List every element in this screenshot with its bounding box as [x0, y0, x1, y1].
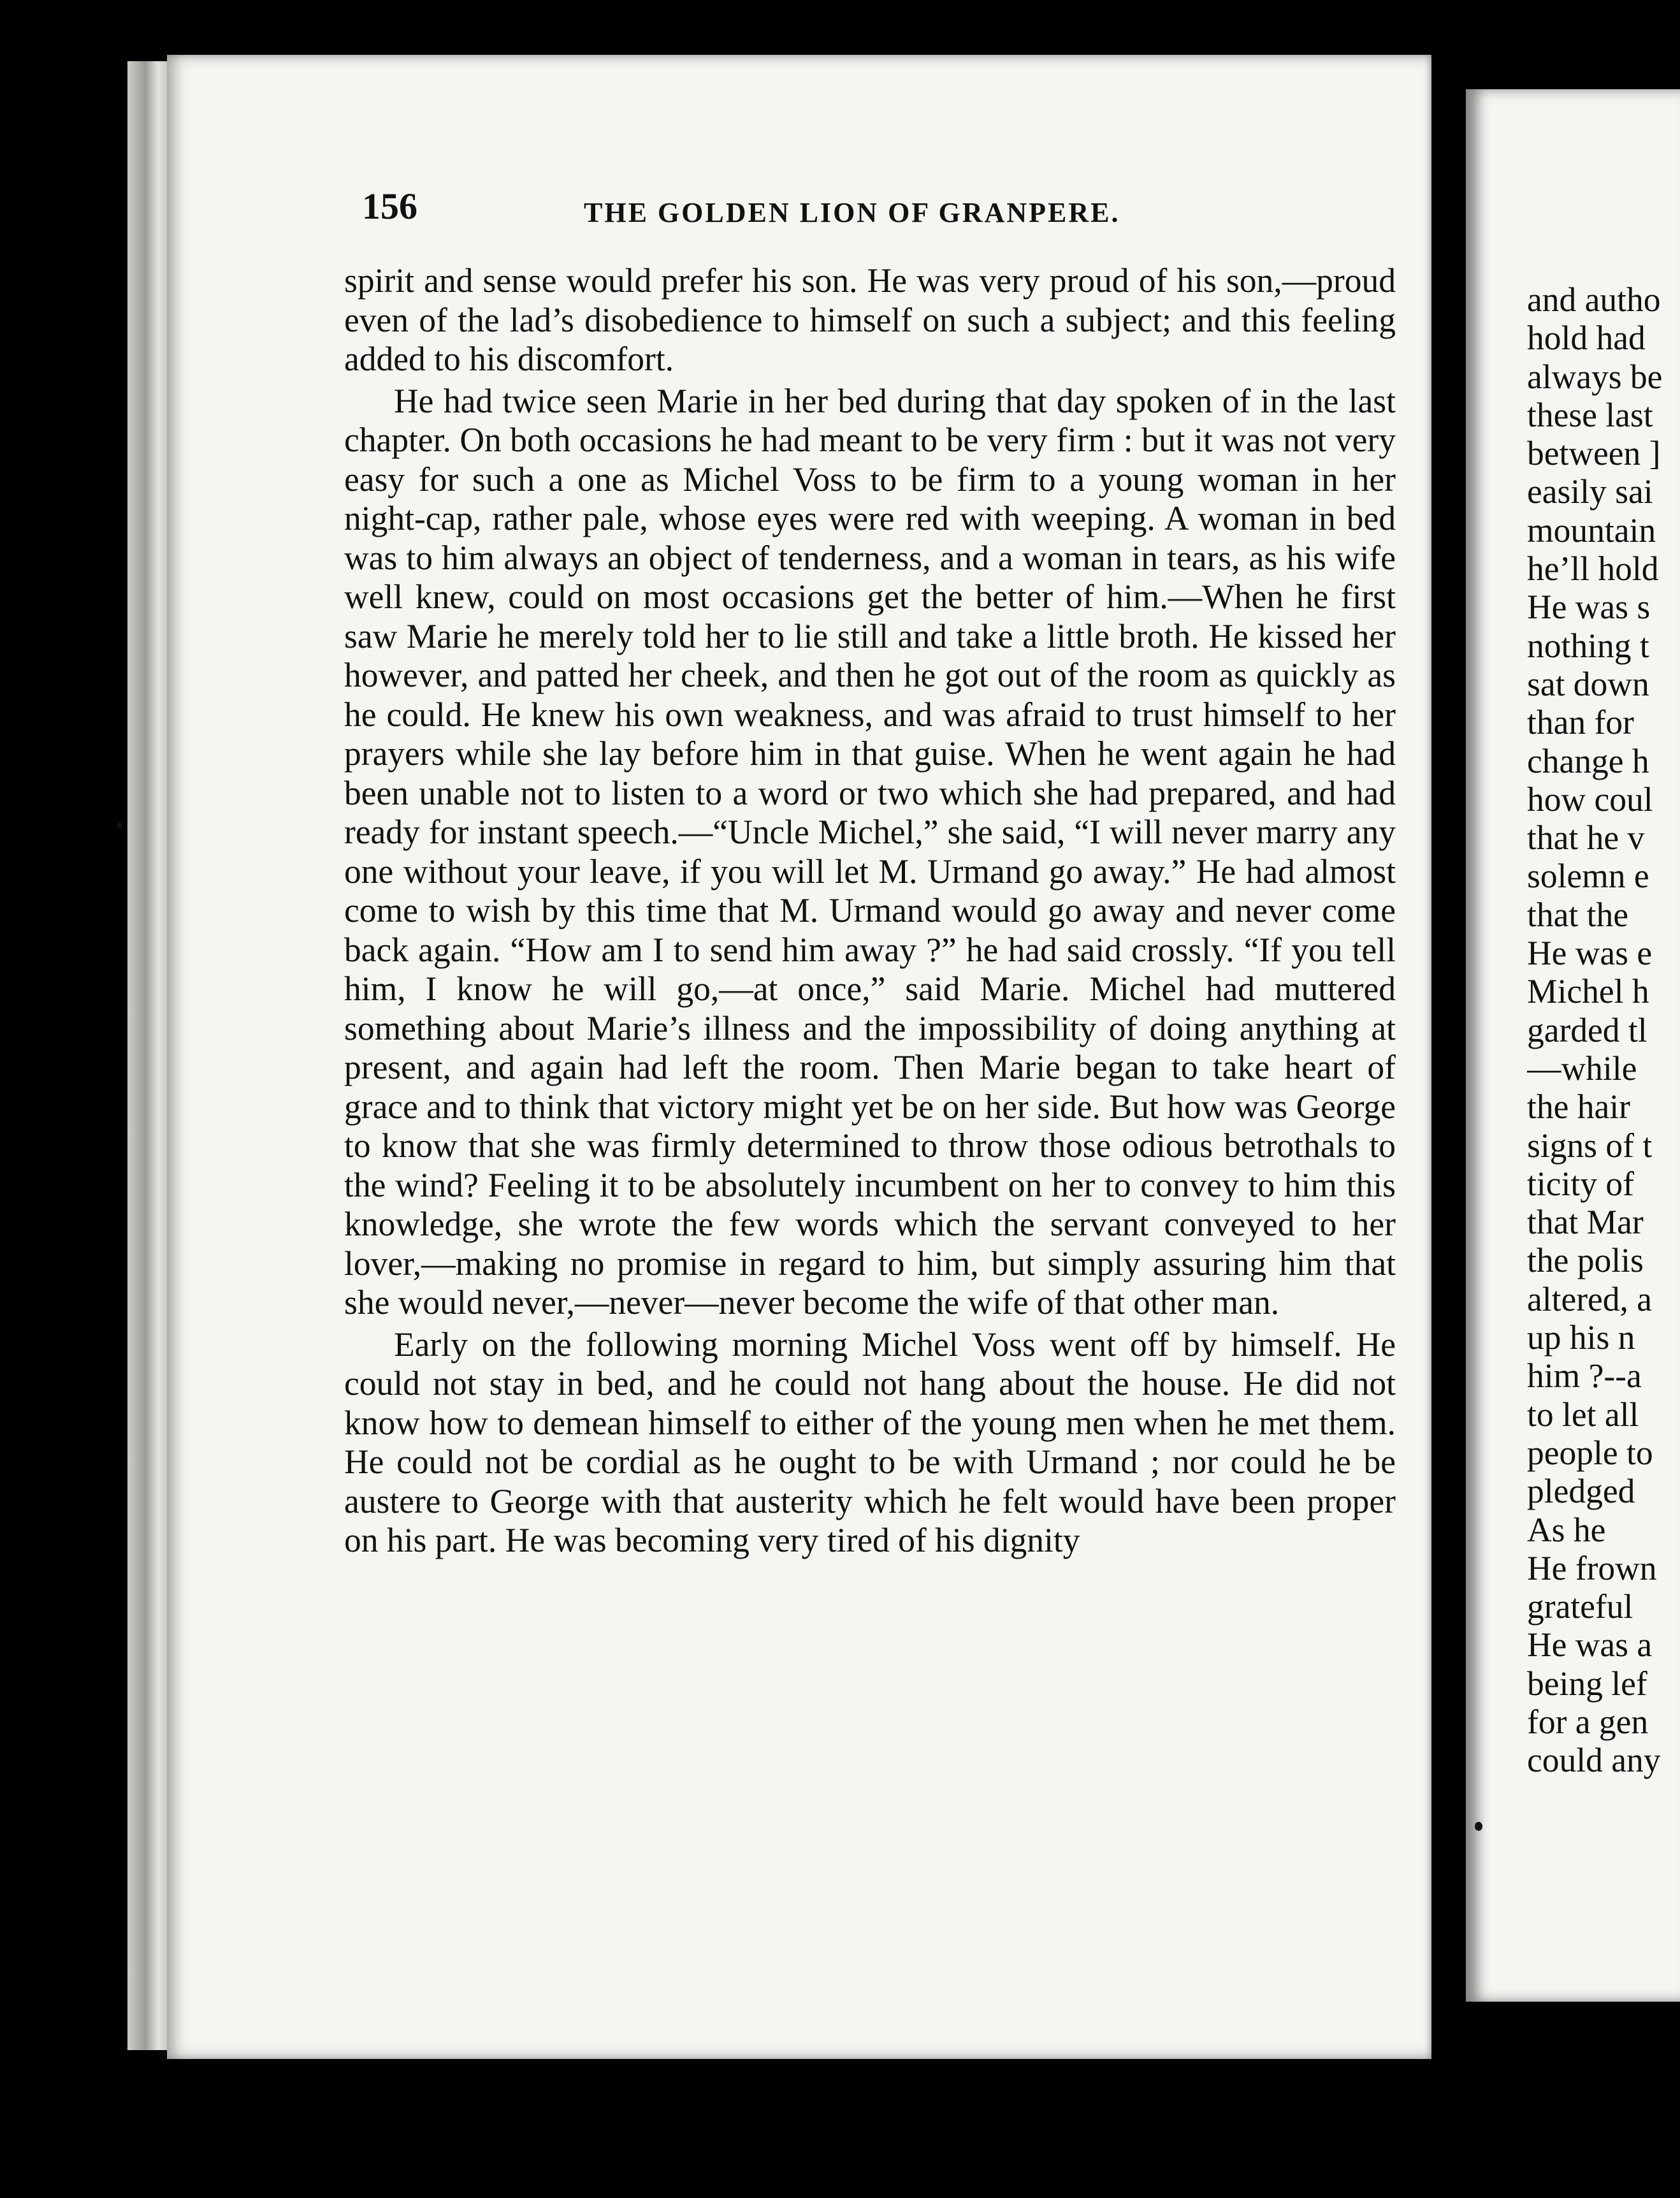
- facing-page-text: [1527, 280, 1680, 1780]
- facing-page-line: he’ll hold: [1527, 550, 1659, 588]
- facing-page-line: garded tl: [1527, 1010, 1647, 1049]
- facing-page-line: sat down: [1527, 664, 1649, 703]
- facing-page-line: people to: [1527, 1433, 1653, 1472]
- facing-page-line: the polis: [1527, 1241, 1644, 1280]
- facing-page-line: between ]: [1527, 434, 1661, 473]
- facing-page-line: to let all: [1527, 1395, 1639, 1434]
- facing-page-line: him ?--a: [1527, 1357, 1642, 1395]
- scan-speck: [117, 822, 122, 829]
- facing-page-line: and autho: [1527, 280, 1661, 319]
- facing-page-line: pledged: [1527, 1472, 1635, 1511]
- facing-page-line: He was e: [1527, 934, 1653, 973]
- facing-page-line: easily sai: [1527, 472, 1653, 511]
- facing-page-line: hold had: [1527, 319, 1646, 358]
- facing-page-line: that Mar: [1527, 1203, 1644, 1242]
- facing-page-line: signs of t: [1527, 1126, 1653, 1165]
- facing-page-line: these last: [1527, 395, 1653, 434]
- facing-page-line: always be: [1527, 357, 1663, 396]
- facing-page-line: being lef: [1527, 1664, 1647, 1703]
- facing-page-line: how coul: [1527, 780, 1653, 819]
- facing-page-line: mountain: [1527, 511, 1656, 550]
- facing-page-line: grateful: [1527, 1587, 1633, 1626]
- facing-page-line: solemn e: [1527, 857, 1649, 896]
- facing-page-line: up his n: [1527, 1318, 1635, 1357]
- facing-page-line: for a gen: [1527, 1702, 1649, 1741]
- paragraph: He had twice seen Marie in her bed during that day spoken of in the last chapter. On both occasions he had meant to be very firm : but it was not very easy for such a one as Michel Voss to be firm to a young woman in her night-cap, rather pale, whose eyes were red with weeping. A woman in bed was to him always an object of tenderness, and a woman in tears, as his wife well knew, could on most occasions get the better of him.—When he first saw Marie he merely told her to lie still and take a little broth. He kissed her however, and patted her cheek, and then he got out of the room as quickly as he could. He knew his own weakness, and was afraid to trust himself to her prayers while she lay before him in that guise. When he went again he had been unable not to listen to a word or two which she had prepared, and had ready for instant speech.—“Uncle Michel,” she said, “I will never marry any one without your leave, if you will let M. Urmand go away.” He had almost come to wish by this time that M. Urmand would go away and never come back again. “How am I to send him away ?” he had said crossly. “If you tell him, I know he will go,—at once,” said Marie. Michel had muttered something about Marie’s illness and the impossibility of doing anything at present, and again had left the room. Then Marie began to take heart of grace and to think that victory might yet be on her side. But how was George to know that she was firmly determined to throw those odious betrothals to the wind? Feeling it to be absolutely incumbent on her to convey to him this knowledge, she wrote the few words which the servant conveyed to her lover,—making no promise in regard to him, but simply assuring him that she would never,—never—never become the wife of that other man.: [344, 381, 1396, 1321]
- facing-page-line: that he v: [1527, 819, 1645, 857]
- facing-page-line: change h: [1527, 741, 1649, 780]
- facing-page-line: could any: [1527, 1741, 1661, 1780]
- body-text: [344, 261, 1396, 1561]
- facing-page-line: He was s: [1527, 588, 1651, 627]
- scan-speck: [1475, 1822, 1482, 1831]
- facing-page-line: —while: [1527, 1049, 1637, 1088]
- facing-page-line: than for: [1527, 703, 1634, 742]
- facing-page-line: that the: [1527, 895, 1628, 934]
- page-header: [362, 186, 1388, 228]
- paragraph: Early on the following morning Michel Voss went off by himself. He could not stay in bed, and he could not hang about the house. He did not know how to demean himself to either of the young men when he met them. He could not be cordial as he ought to be with Urmand ; nor could he be austere to George with that austerity which he felt would have been proper on his part. He was becoming very tired of his dignity: [344, 1325, 1396, 1559]
- facing-page-line: altered, a: [1527, 1279, 1653, 1318]
- facing-page-line: Michel h: [1527, 972, 1649, 1011]
- facing-page-line: the hair: [1527, 1088, 1630, 1126]
- paragraph: spirit and sense would prefer his son. He was very proud of his son,—proud even of the lad’s disobedience to himself on such a subject; and this feeling added to his discomfort.: [344, 261, 1396, 378]
- facing-page-line: He frown: [1527, 1548, 1657, 1587]
- running-title: THE GOLDEN LION OF GRANPERE.: [584, 197, 1120, 228]
- facing-page-line: As he: [1527, 1510, 1606, 1549]
- page-number: 156: [362, 186, 417, 227]
- facing-page-line: nothing t: [1527, 626, 1649, 665]
- facing-page-line: He was a: [1527, 1626, 1653, 1664]
- facing-page-line: ticity of: [1527, 1164, 1634, 1203]
